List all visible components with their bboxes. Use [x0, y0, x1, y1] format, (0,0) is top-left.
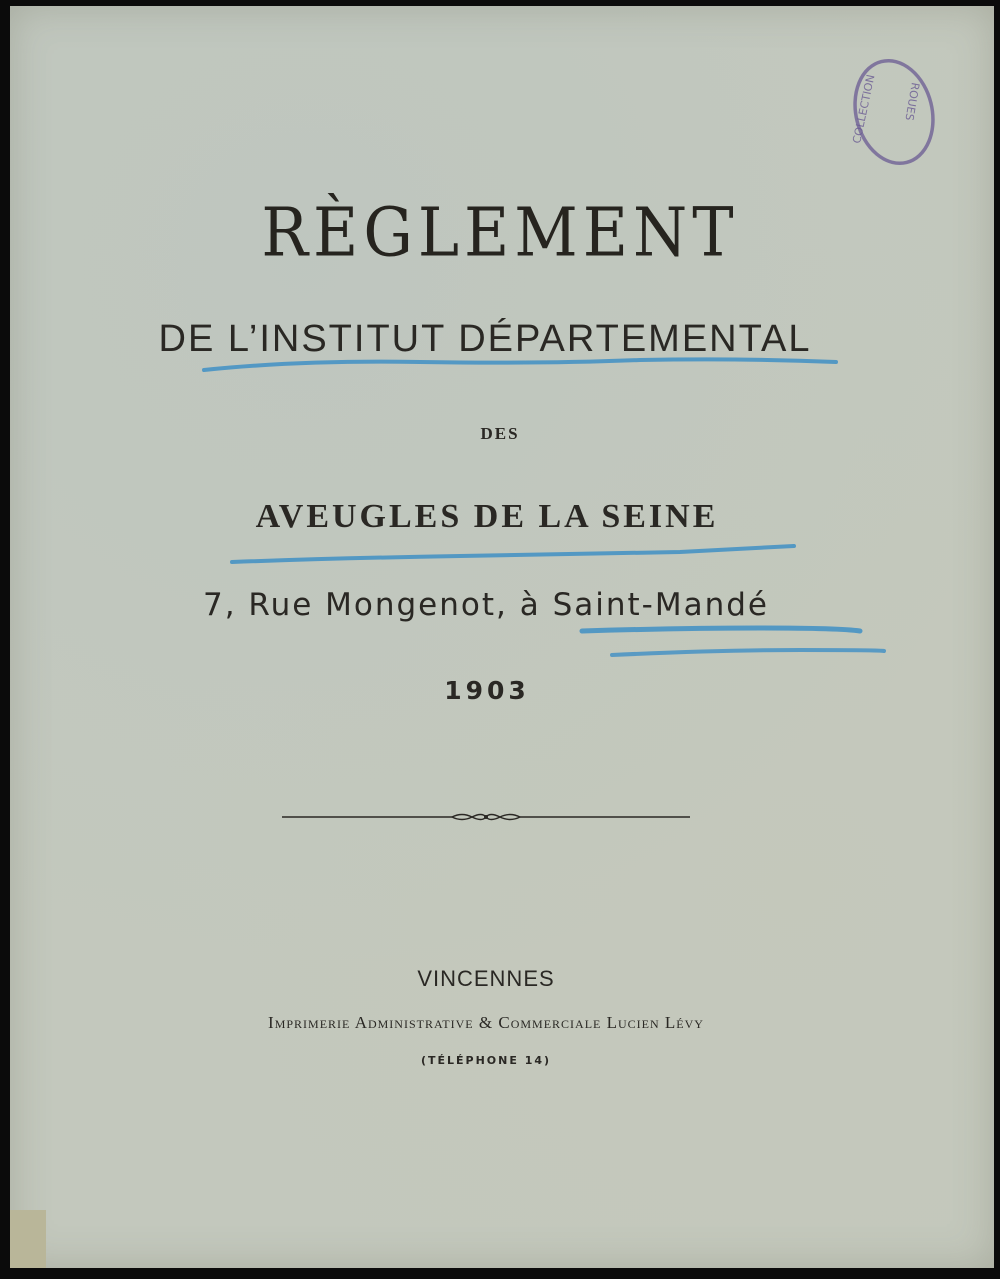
institution-name: AVEUGLES DE LA SEINE [255, 498, 719, 535]
corner-tab [10, 1210, 46, 1268]
printer-name: Imprimerie Administrative & Commerciale Lucien Lévy [268, 1013, 704, 1032]
connector-word: DES [480, 424, 520, 443]
address-line: 7, Rue Mongenot, à Saint-Mandé [202, 587, 769, 623]
printing-city: VINCENNES [417, 966, 555, 991]
document-subtitle: DE L’INSTITUT DÉPARTEMENTAL [158, 318, 812, 360]
svg-text:COLLECTION: COLLECTION [850, 73, 878, 145]
publication-year: 1903 [444, 676, 530, 705]
document-title: RÈGLEMENT [261, 193, 739, 272]
library-stamp [842, 52, 942, 172]
ornamental-divider [282, 806, 690, 828]
svg-text:ROUES: ROUES [902, 81, 922, 122]
printer-phone: (TÉLÉPHONE 14) [420, 1054, 552, 1067]
